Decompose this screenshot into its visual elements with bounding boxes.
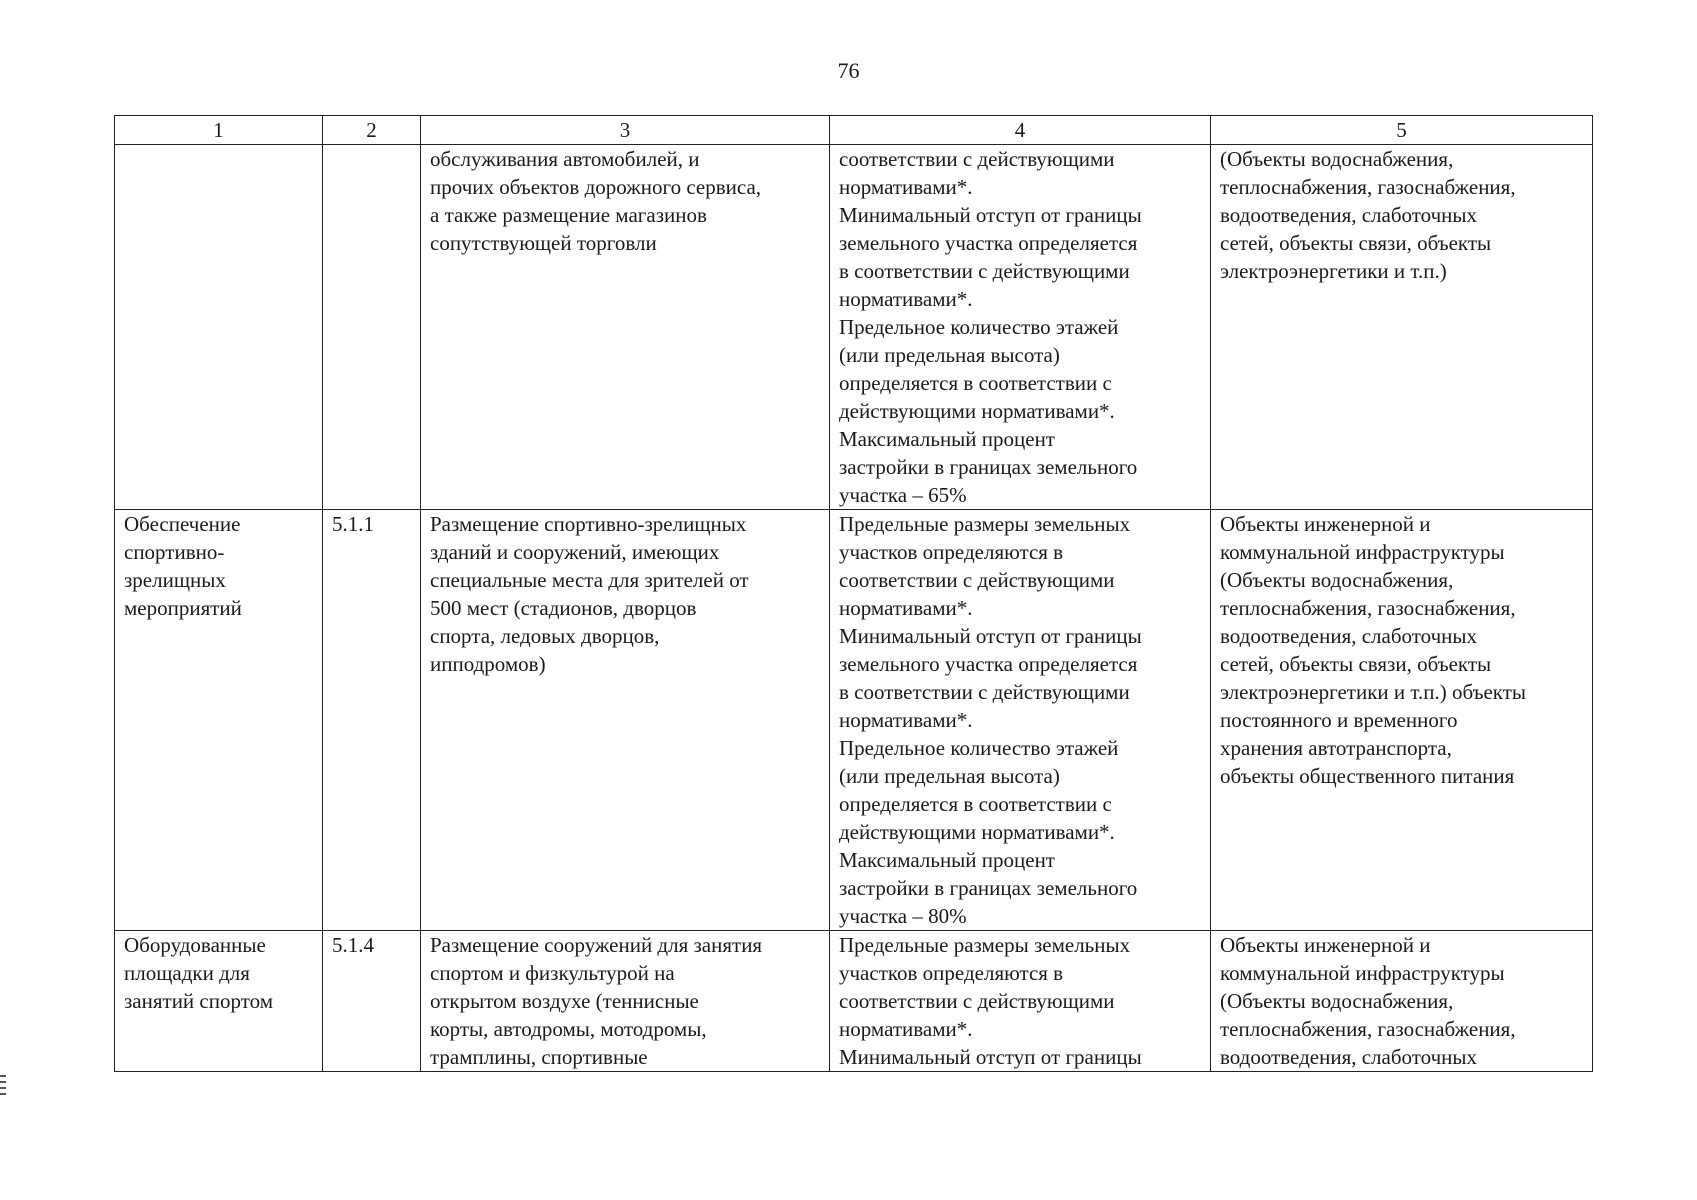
header-col-4: 4 bbox=[830, 116, 1211, 145]
cell-text-line: Минимальный отступ от границы bbox=[839, 624, 1142, 648]
cell-text-line: прочих объектов дорожного сервиса, bbox=[430, 175, 762, 199]
cell-text-line: сопутствующей торговли bbox=[430, 231, 657, 255]
cell-text-line: действующими нормативами*. bbox=[839, 399, 1115, 423]
cell-text-line: 5.1.4 bbox=[332, 933, 374, 957]
cell-use-description bbox=[421, 931, 830, 1072]
cell-text-line: а также размещение магазинов bbox=[430, 203, 707, 227]
cell-text-line: Максимальный процент bbox=[839, 427, 1055, 451]
cell-text-line: Предельные размеры земельных bbox=[839, 933, 1131, 957]
table-row bbox=[115, 145, 1593, 510]
cell-text-line: Объекты инженерной и bbox=[1220, 512, 1431, 536]
cell-auxiliary-uses bbox=[1211, 931, 1593, 1072]
cell-text-line: площадки для bbox=[124, 961, 250, 985]
cell-text-line: действующими нормативами*. bbox=[839, 820, 1115, 844]
cell-use-type-name bbox=[115, 510, 323, 931]
cell-text-line: электроэнергетики и т.п.) bbox=[1220, 259, 1447, 283]
cell-text-line: нормативами*. bbox=[839, 287, 973, 311]
cell-text-line: земельного участка определяется bbox=[839, 652, 1138, 676]
cell-auxiliary-uses bbox=[1211, 145, 1593, 510]
cell-parameters bbox=[830, 510, 1211, 931]
cell-text-line: Объекты инженерной и bbox=[1220, 933, 1431, 957]
cell-text-line: определяется в соответствии с bbox=[839, 371, 1112, 395]
cell-text-line: участков определяются в bbox=[839, 961, 1064, 985]
cell-use-code bbox=[323, 931, 421, 1072]
cell-text-line: нормативами*. bbox=[839, 1017, 973, 1041]
cell-text-line: теплоснабжения, газоснабжения, bbox=[1220, 1017, 1516, 1041]
cell-text-line: (Объекты водоснабжения, bbox=[1220, 147, 1454, 171]
cell-text-line: участка – 80% bbox=[839, 904, 967, 928]
cell-text-line: застройки в границах земельного bbox=[839, 876, 1138, 900]
cell-text-line: мероприятий bbox=[124, 596, 242, 620]
cell-text-line: нормативами*. bbox=[839, 596, 973, 620]
cell-text-line: определяется в соответствии с bbox=[839, 792, 1112, 816]
cell-text-line: Оборудованные bbox=[124, 933, 266, 957]
cell-text-line: обслуживания автомобилей, и bbox=[430, 147, 700, 171]
cell-text-line: спортивно- bbox=[124, 540, 225, 564]
land-use-table bbox=[114, 115, 1593, 1072]
cell-text-line: в соответствии с действующими bbox=[839, 680, 1130, 704]
cell-text-line: Минимальный отступ от границы bbox=[839, 203, 1142, 227]
cell-text-line: хранения автотранспорта, bbox=[1220, 736, 1452, 760]
cell-text-line: соответствии с действующими bbox=[839, 989, 1115, 1013]
cell-text-line: занятий спортом bbox=[124, 989, 273, 1013]
table-body bbox=[115, 145, 1593, 1072]
header-col-3: 3 bbox=[421, 116, 830, 145]
cell-parameters bbox=[830, 145, 1211, 510]
cell-use-description bbox=[421, 145, 830, 510]
cell-text-line: соответствии с действующими bbox=[839, 147, 1115, 171]
cell-text-line: коммунальной инфраструктуры bbox=[1220, 961, 1505, 985]
cell-text-line: зданий и сооружений, имеющих bbox=[430, 540, 720, 564]
cell-text-line: объекты общественного питания bbox=[1220, 764, 1515, 788]
cell-text-line: открытом воздухе (теннисные bbox=[430, 989, 699, 1013]
cell-text-line: электроэнергетики и т.п.) объекты bbox=[1220, 680, 1527, 704]
table-row bbox=[115, 931, 1593, 1072]
cell-text-line: сетей, объекты связи, объекты bbox=[1220, 652, 1492, 676]
cell-use-code bbox=[323, 510, 421, 931]
cell-text-line: участков определяются в bbox=[839, 540, 1064, 564]
cell-use-description bbox=[421, 510, 830, 931]
cell-text-line: Размещение спортивно-зрелищных bbox=[430, 512, 747, 536]
header-col-2: 2 bbox=[323, 116, 421, 145]
cell-text-line: водоотведения, слаботочных bbox=[1220, 203, 1478, 227]
cell-text-line: участка – 65% bbox=[839, 483, 967, 507]
cell-text-line: 5.1.1 bbox=[332, 512, 374, 536]
cell-text-line: в соответствии с действующими bbox=[839, 259, 1130, 283]
table-row bbox=[115, 510, 1593, 931]
header-col-5: 5 bbox=[1211, 116, 1593, 145]
cell-text-line: застройки в границах земельного bbox=[839, 455, 1138, 479]
cell-use-code bbox=[323, 145, 421, 510]
cell-text-line: Предельное количество этажей bbox=[839, 736, 1119, 760]
cell-text-line: теплоснабжения, газоснабжения, bbox=[1220, 596, 1516, 620]
cell-text-line: 500 мест (стадионов, дворцов bbox=[430, 596, 697, 620]
cell-text-line: спортом и физкультурой на bbox=[430, 961, 675, 985]
cell-text-line: Минимальный отступ от границы bbox=[839, 1045, 1142, 1069]
cell-text-line: специальные места для зрителей от bbox=[430, 568, 749, 592]
cell-text-line: земельного участка определяется bbox=[839, 231, 1138, 255]
cell-text-line: (или предельная высота) bbox=[839, 764, 1060, 788]
cell-text-line: Предельные размеры земельных bbox=[839, 512, 1131, 536]
cell-auxiliary-uses bbox=[1211, 510, 1593, 931]
header-col-1: 1 bbox=[115, 116, 323, 145]
cell-text-line: нормативами*. bbox=[839, 708, 973, 732]
page-number: 76 bbox=[837, 58, 860, 83]
cell-text-line: (или предельная высота) bbox=[839, 343, 1060, 367]
cell-text-line: корты, автодромы, мотодромы, bbox=[430, 1017, 707, 1041]
cell-text-line: (Объекты водоснабжения, bbox=[1220, 989, 1454, 1013]
header-row bbox=[115, 116, 1593, 145]
cell-text-line: трамплины, спортивные bbox=[430, 1045, 648, 1069]
cell-text-line: нормативами*. bbox=[839, 175, 973, 199]
cell-text-line: ипподромов) bbox=[430, 652, 546, 676]
cell-text-line: постоянного и временного bbox=[1220, 708, 1458, 732]
scan-edge-marks bbox=[0, 1075, 6, 1099]
cell-parameters bbox=[830, 931, 1211, 1072]
cell-text-line: Максимальный процент bbox=[839, 848, 1055, 872]
cell-use-type-name bbox=[115, 931, 323, 1072]
cell-text-line: сетей, объекты связи, объекты bbox=[1220, 231, 1492, 255]
cell-text-line: (Объекты водоснабжения, bbox=[1220, 568, 1454, 592]
cell-text-line: соответствии с действующими bbox=[839, 568, 1115, 592]
cell-text-line: Предельное количество этажей bbox=[839, 315, 1119, 339]
cell-text-line: коммунальной инфраструктуры bbox=[1220, 540, 1505, 564]
cell-text-line: зрелищных bbox=[124, 568, 226, 592]
cell-text-line: Размещение сооружений для занятия bbox=[430, 933, 763, 957]
cell-text-line: теплоснабжения, газоснабжения, bbox=[1220, 175, 1516, 199]
cell-use-type-name bbox=[115, 145, 323, 510]
cell-text-line: Обеспечение bbox=[124, 512, 241, 536]
cell-text-line: водоотведения, слаботочных bbox=[1220, 624, 1478, 648]
cell-text-line: водоотведения, слаботочных bbox=[1220, 1045, 1478, 1069]
cell-text-line: спорта, ледовых дворцов, bbox=[430, 624, 660, 648]
